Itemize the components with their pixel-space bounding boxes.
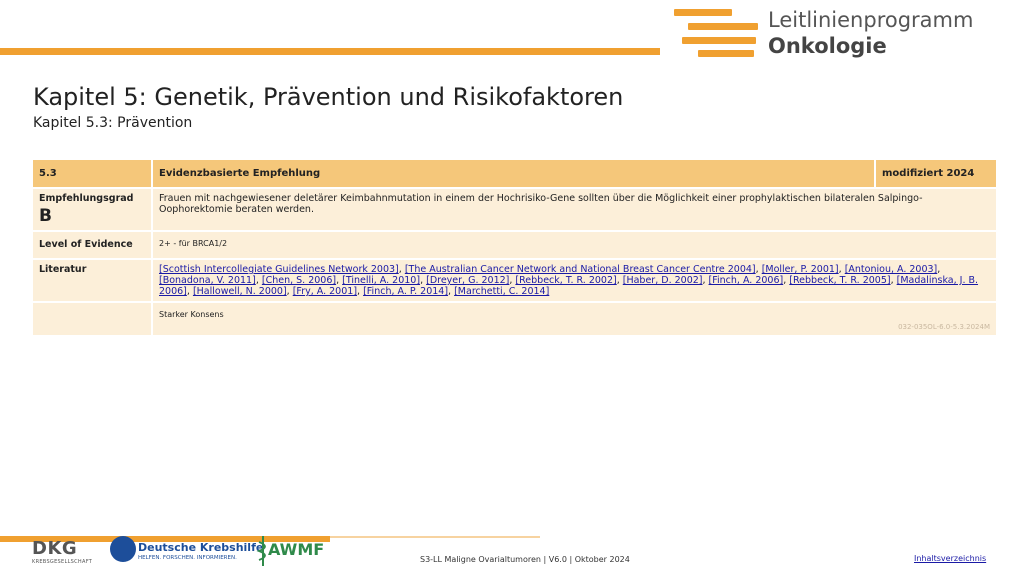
reference-link[interactable]: [Haber, D. 2002]: [622, 275, 703, 286]
reference-link[interactable]: [Hallowell, N. 2000]: [192, 286, 287, 297]
logo-line2: Onkologie: [768, 34, 887, 58]
reference-link[interactable]: [Antoniou, A. 2003]: [844, 264, 938, 275]
recommendation-type: Evidenzbasierte Empfehlung: [153, 160, 874, 187]
reference-link[interactable]: [Moller, P. 2001]: [761, 264, 839, 275]
dkg-logo-text: DKG: [32, 538, 78, 559]
leitlinienprogramm-logo: [672, 6, 1012, 58]
krebshilfe-circle-icon: [110, 536, 136, 562]
grade-label: Empfehlungsgrad: [39, 193, 134, 204]
table-row: [33, 303, 996, 335]
grade-value: B: [39, 206, 52, 226]
reference-link[interactable]: [Bonadona, V. 2011]: [159, 275, 256, 286]
reference-link[interactable]: [Scottish Intercollegiate Guidelines Network 2003]: [159, 264, 399, 275]
reference-link[interactable]: [Rebbeck, T. R. 2005]: [789, 275, 891, 286]
awmf-logo-text: AWMF: [268, 540, 325, 559]
reference-link[interactable]: [Marchetti, C. 2014]: [454, 286, 550, 297]
dkg-logo-subtext: KREBSGESELLSCHAFT: [32, 559, 93, 565]
consensus-cell: [153, 303, 996, 335]
reference-link[interactable]: [Fry, A. 2001]: [292, 286, 358, 297]
page-subtitle: Kapitel 5.3: Prävention: [33, 115, 193, 131]
recommendation-table: [31, 158, 998, 337]
page-title: Kapitel 5: Genetik, Prävention und Risikofaktoren: [33, 83, 624, 111]
reference-link[interactable]: [Dreyer, G. 2012]: [426, 275, 510, 286]
grade-cell: [33, 189, 151, 230]
table-header-row: [33, 160, 996, 187]
reference-link[interactable]: [Finch, A. P. 2014]: [363, 286, 449, 297]
top-accent-bar: [0, 48, 660, 55]
table-of-contents-link[interactable]: Inhaltsverzeichnis: [914, 554, 987, 563]
reference-link[interactable]: [Tinelli, A. 2010]: [342, 275, 421, 286]
loe-label: Level of Evidence: [33, 232, 151, 258]
krebshilfe-logo-subtext: HELFEN. FORSCHEN. INFORMIEREN.: [138, 555, 237, 561]
krebshilfe-logo: [110, 536, 264, 568]
bottom-accent-bar-light: [330, 536, 540, 538]
awmf-logo: [256, 533, 326, 569]
logo-line1: Leitlinienprogramm: [768, 8, 974, 32]
recommendation-number: 5.3: [33, 160, 151, 187]
literature-list: [Scottish Intercollegiate Guidelines Network 2003], [The Australian Cancer Network and National Breast Cancer Centre 2004], [Moller, P. 2001], [Antoniou, A. 2003], [Bonadona, V. 2011], [Chen, S. 2006], [Tinelli, A. 2010], [Dreyer, G. 2012], [Rebbeck, T. R. 2002], [Haber, D. 2002], [Finch, A. 2006], [Rebbeck, T. R. 2005], [Madalinska, J. B. 2006], [Hallowell, N. 2000], [Fry, A. 2001], [Finch, A. P. 2014], [Marchetti, C. 2014]: [153, 260, 996, 301]
logo-stripes-icon: [672, 8, 762, 56]
reference-link[interactable]: [Chen, S. 2006]: [261, 275, 337, 286]
consensus-text: Starker Konsens: [159, 310, 224, 319]
literature-label: Literatur: [33, 260, 151, 301]
reference-link[interactable]: [Madalinska, J. B. 2006]: [159, 275, 979, 297]
table-row: [33, 232, 996, 258]
recommendation-text: Frauen mit nachgewiesener deletärer Keimbahnmutation in einem der Hochrisiko-Gene sollten über die Möglichkeit einer prophylaktischen bilateralen Salpingo-Oophorektomie beraten werden.: [153, 189, 996, 230]
empty-cell: [33, 303, 151, 335]
table-row: [33, 260, 996, 301]
loe-value: 2+ - für BRCA1/2: [153, 232, 996, 258]
krebshilfe-logo-text: Deutsche Krebshilfe: [138, 541, 264, 554]
reference-link[interactable]: [Finch, A. 2006]: [708, 275, 784, 286]
recommendation-status: modifiziert 2024: [876, 160, 996, 187]
document-info: S3-LL Maligne Ovarialtumoren | V6.0 | Oktober 2024: [420, 555, 630, 564]
table-row: [33, 189, 996, 230]
dkg-logo: [32, 538, 98, 568]
recommendation-id: 032-035OL-6.0-5.3.2024M: [898, 323, 990, 331]
reference-link[interactable]: [Rebbeck, T. R. 2002]: [515, 275, 617, 286]
reference-link[interactable]: [The Australian Cancer Network and National Breast Cancer Centre 2004]: [404, 264, 756, 275]
